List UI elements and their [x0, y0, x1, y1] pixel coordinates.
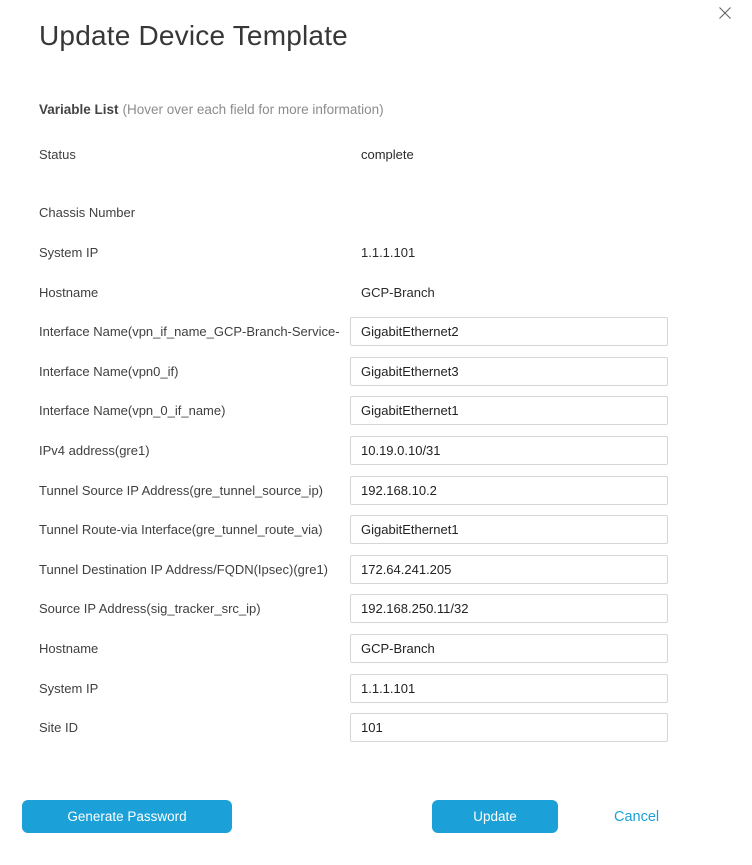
field-label: Tunnel Destination IP Address/FQDN(Ipsec)(gre1) [39, 561, 329, 577]
system-ip-input[interactable] [350, 674, 668, 703]
source-ip-tracker-input[interactable] [350, 594, 668, 623]
field-label: Tunnel Source IP Address(gre_tunnel_source_ip) [39, 482, 324, 498]
interface-name-service-input[interactable] [350, 317, 668, 346]
dialog-footer [0, 800, 752, 833]
generate-password-button[interactable]: Generate Password [22, 800, 232, 833]
update-button[interactable]: Update [432, 800, 558, 833]
field-label: Interface Name(vpn_0_if_name) [39, 403, 226, 419]
site-id-input[interactable] [350, 713, 668, 742]
variable-list-form [39, 134, 713, 748]
field-label: System IP [39, 680, 99, 696]
field-row-chassis-number [39, 192, 713, 232]
interface-name-vpn-0-if-name-input[interactable] [350, 396, 668, 425]
tunnel-route-via-input[interactable] [350, 515, 668, 544]
close-icon[interactable] [717, 5, 733, 21]
interface-name-vpn0-if-input[interactable] [350, 357, 668, 386]
field-row-site-id [39, 708, 713, 748]
field-row-tunnel-route-via [39, 510, 713, 550]
field-row-system-ip-input [39, 668, 713, 708]
field-label: IPv4 address(gre1) [39, 443, 150, 459]
field-row-system-ip [39, 232, 713, 272]
field-label: Status [39, 146, 76, 162]
field-row-ipv4-address-gre1 [39, 431, 713, 471]
field-label: Hostname [39, 284, 99, 300]
field-row-hostname-input [39, 629, 713, 669]
field-value: GCP-Branch [361, 284, 435, 300]
field-row-tunnel-source-ip [39, 470, 713, 510]
field-label: Interface Name(vpn0_if) [39, 363, 179, 379]
row-spacer [39, 174, 713, 192]
field-row-tunnel-destination-ip [39, 550, 713, 590]
field-label: Site ID [39, 720, 79, 736]
variable-list-header [39, 102, 384, 117]
hostname-input[interactable] [350, 634, 668, 663]
tunnel-source-ip-input[interactable] [350, 476, 668, 505]
field-row-source-ip-tracker [39, 589, 713, 629]
field-row-status [39, 134, 713, 174]
variable-list-title: Variable List [39, 102, 119, 117]
field-row-interface-name-vpn-0-if-name [39, 391, 713, 431]
field-value: 1.1.1.101 [361, 244, 416, 260]
page-title: Update Device Template [39, 20, 348, 51]
variable-list-hint: (Hover over each field for more information) [122, 102, 384, 117]
tunnel-destination-ip-input[interactable] [350, 555, 668, 584]
field-label: Interface Name(vpn_if_name_GCP-Branch-Service- [39, 324, 340, 340]
field-row-hostname [39, 272, 713, 312]
ipv4-address-gre1-input[interactable] [350, 436, 668, 465]
cancel-link[interactable]: Cancel [614, 808, 660, 825]
field-label: Chassis Number [39, 204, 136, 220]
field-label: Tunnel Route-via Interface(gre_tunnel_route_via) [39, 522, 323, 538]
field-row-interface-name-vpn0-if [39, 352, 713, 392]
field-label: Hostname [39, 641, 99, 657]
field-row-interface-name-service [39, 312, 713, 352]
field-label: Source IP Address(sig_tracker_src_ip) [39, 601, 261, 617]
field-label: System IP [39, 244, 99, 260]
field-value: complete [361, 146, 414, 162]
